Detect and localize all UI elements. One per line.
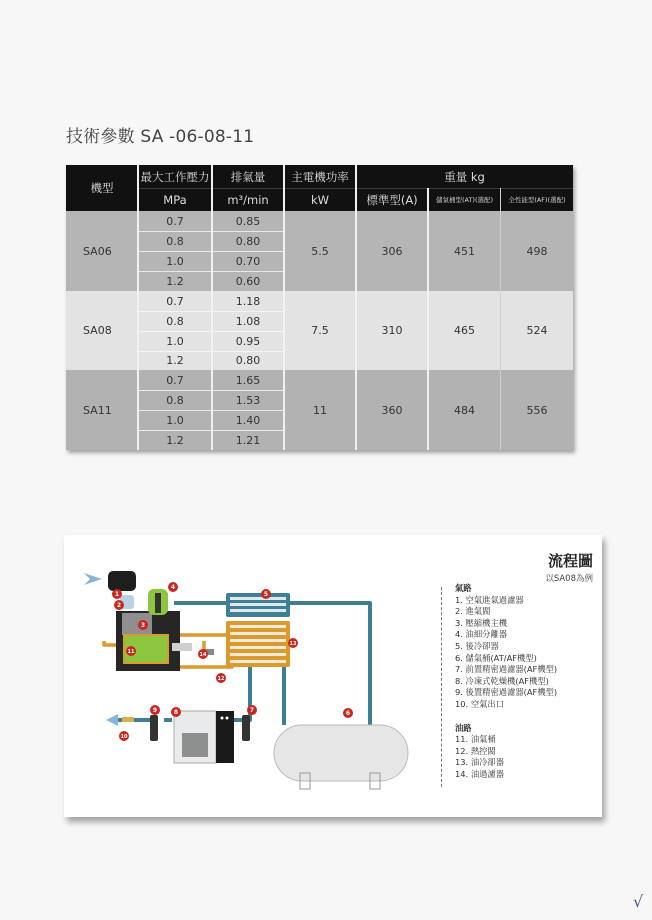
pressure-cell: 0.7: [166, 294, 184, 308]
air-outlet-arrow-icon: [106, 714, 118, 726]
marker-1: [112, 589, 122, 599]
legend-item: 6. 儲氣桶(AT/AF機型): [455, 652, 537, 663]
header-flow-unit: m³/min: [212, 188, 284, 211]
pressure-cell: 1.0: [166, 413, 184, 427]
legend-subtitle: 以SA08為例: [545, 574, 593, 584]
outlet-coupling-icon: [122, 717, 134, 722]
legend-item: 11. 油氣桶: [455, 734, 496, 745]
oil-path-heading: 油路: [455, 722, 472, 733]
marker-6: [343, 708, 353, 718]
weight-af-cell: 498: [526, 244, 548, 258]
legend-item: 7. 前置精密過濾器(AF機型): [455, 664, 558, 675]
flow-cell: 0.80: [235, 354, 261, 367]
model-cell: SA08: [83, 324, 112, 337]
svg-text:13: 13: [289, 641, 297, 647]
post-filter-icon: [150, 715, 158, 741]
svg-text:7: 7: [249, 707, 255, 714]
pressure-cell: 0.8: [166, 234, 184, 248]
pressure-cell: 1.0: [166, 254, 184, 268]
weight-a-cell: 360: [381, 403, 403, 417]
page-title: 技術參數 SA -06-08-11: [66, 127, 255, 147]
flow-cell: 1.53: [235, 393, 261, 407]
marker-11: [126, 646, 136, 656]
weight-af-cell: 556: [526, 403, 548, 417]
weight-at-cell: 451: [454, 244, 475, 258]
marker-12: [216, 673, 226, 683]
header-weight-at: 儲氣桶型(AT)(選配): [428, 188, 501, 211]
pressure-cell: 0.7: [166, 214, 184, 228]
flow-legend: [443, 550, 593, 790]
spec-table: [66, 165, 573, 450]
flow-cell: 0.80: [235, 234, 261, 248]
marker-4: [168, 582, 178, 592]
flow-cell: 0.70: [235, 254, 261, 268]
air-path-heading: 氣路: [455, 583, 472, 593]
legend-item: 10. 空氣出口: [455, 698, 505, 709]
legend-item: 5. 後冷卻器: [455, 640, 499, 651]
marker-7: [247, 705, 257, 715]
header-weight-af: 全性能型(AF)(選配): [501, 188, 573, 211]
flow-cell: 1.65: [235, 373, 261, 387]
flow-cell: 0.95: [235, 334, 261, 348]
intake-arrow-icon: [84, 573, 102, 585]
legend-item: 1. 空氣進氣過濾器: [455, 594, 524, 605]
svg-text:10: 10: [120, 734, 128, 740]
legend-item: 13. 油冷卻器: [455, 757, 505, 768]
legend-title: 流程圖: [547, 552, 593, 570]
svg-text:14: 14: [199, 652, 207, 658]
marker-2: [114, 600, 124, 610]
weight-af-cell: 524: [526, 324, 548, 337]
pressure-cell: 0.7: [166, 373, 184, 387]
pressure-cell: 1.2: [166, 354, 184, 367]
weight-a-cell: 306: [381, 244, 403, 258]
refrigerated-dryer-icon: [174, 711, 234, 763]
model-cell: SA11: [83, 403, 112, 417]
legend-item: 2. 進氣閥: [455, 606, 491, 617]
power-cell: 11: [313, 403, 327, 417]
legend-item: 3. 壓縮機主機: [455, 617, 508, 628]
power-cell: 5.5: [311, 244, 329, 258]
aftercooler-icon: [226, 593, 290, 617]
air-intake-filter-icon: [108, 571, 136, 591]
svg-text:12: 12: [217, 676, 225, 682]
svg-text:8: 8: [173, 709, 179, 716]
svg-text:1: 1: [114, 591, 120, 598]
marker-3: [138, 620, 148, 630]
marker-10: [119, 731, 129, 741]
marker-8: [171, 707, 181, 717]
weight-at-cell: 484: [454, 403, 475, 417]
pressure-cell: 0.8: [166, 314, 184, 328]
air-receiver-tank-icon: [274, 725, 408, 789]
flow-cell: 0.85: [235, 214, 261, 228]
check-mark: √: [633, 892, 644, 911]
svg-text:5: 5: [263, 591, 269, 598]
marker-13: [288, 638, 298, 648]
pressure-cell: 1.2: [166, 274, 184, 288]
flow-cell: 1.18: [235, 294, 261, 308]
flow-cell: 1.40: [235, 413, 261, 427]
pressure-cell: 1.2: [166, 433, 184, 447]
header-model: 機型: [66, 165, 138, 211]
legend-divider: [441, 587, 442, 787]
oil-cooler-icon: [226, 621, 290, 667]
legend-item: 8. 冷凍式乾燥機(AF機型): [455, 675, 549, 686]
marker-5: [261, 589, 271, 599]
oil-filter-icon: [172, 643, 192, 651]
legend-item: 9. 後置精密過濾器(AF機型): [455, 687, 558, 698]
header-weight: 重量 kg: [356, 165, 573, 188]
legend-list: [455, 583, 557, 781]
header-weight-a: 標準型(A): [356, 188, 428, 211]
legend-item: 12. 熱控閥: [455, 745, 496, 756]
header-power: 主電機功率: [284, 165, 356, 188]
model-cell: SA06: [83, 244, 112, 258]
weight-at-cell: 465: [454, 324, 475, 337]
svg-text:3: 3: [140, 622, 146, 629]
header-flow: 排氣量: [212, 165, 284, 188]
svg-text:9: 9: [152, 707, 158, 714]
legend-item: 4. 油細分離器: [455, 629, 508, 640]
svg-text:2: 2: [116, 602, 122, 609]
pressure-cell: 1.0: [166, 334, 184, 348]
marker-14: [198, 649, 208, 659]
header-power-unit: kW: [284, 188, 356, 211]
weight-a-cell: 310: [381, 324, 403, 337]
marker-9: [150, 705, 160, 715]
svg-text:6: 6: [345, 710, 351, 717]
legend-item: 14. 油過濾器: [455, 768, 505, 779]
header-pressure: 最大工作壓力: [138, 165, 212, 188]
flow-cell: 0.60: [235, 274, 261, 288]
flow-cell: 1.21: [235, 433, 261, 447]
svg-text:11: 11: [127, 649, 135, 655]
power-cell: 7.5: [311, 324, 329, 337]
flow-cell: 1.08: [235, 314, 261, 328]
pre-filter-icon: [242, 715, 250, 741]
svg-text:4: 4: [170, 584, 176, 591]
header-pressure-unit: MPa: [138, 188, 212, 211]
pressure-cell: 0.8: [166, 393, 184, 407]
